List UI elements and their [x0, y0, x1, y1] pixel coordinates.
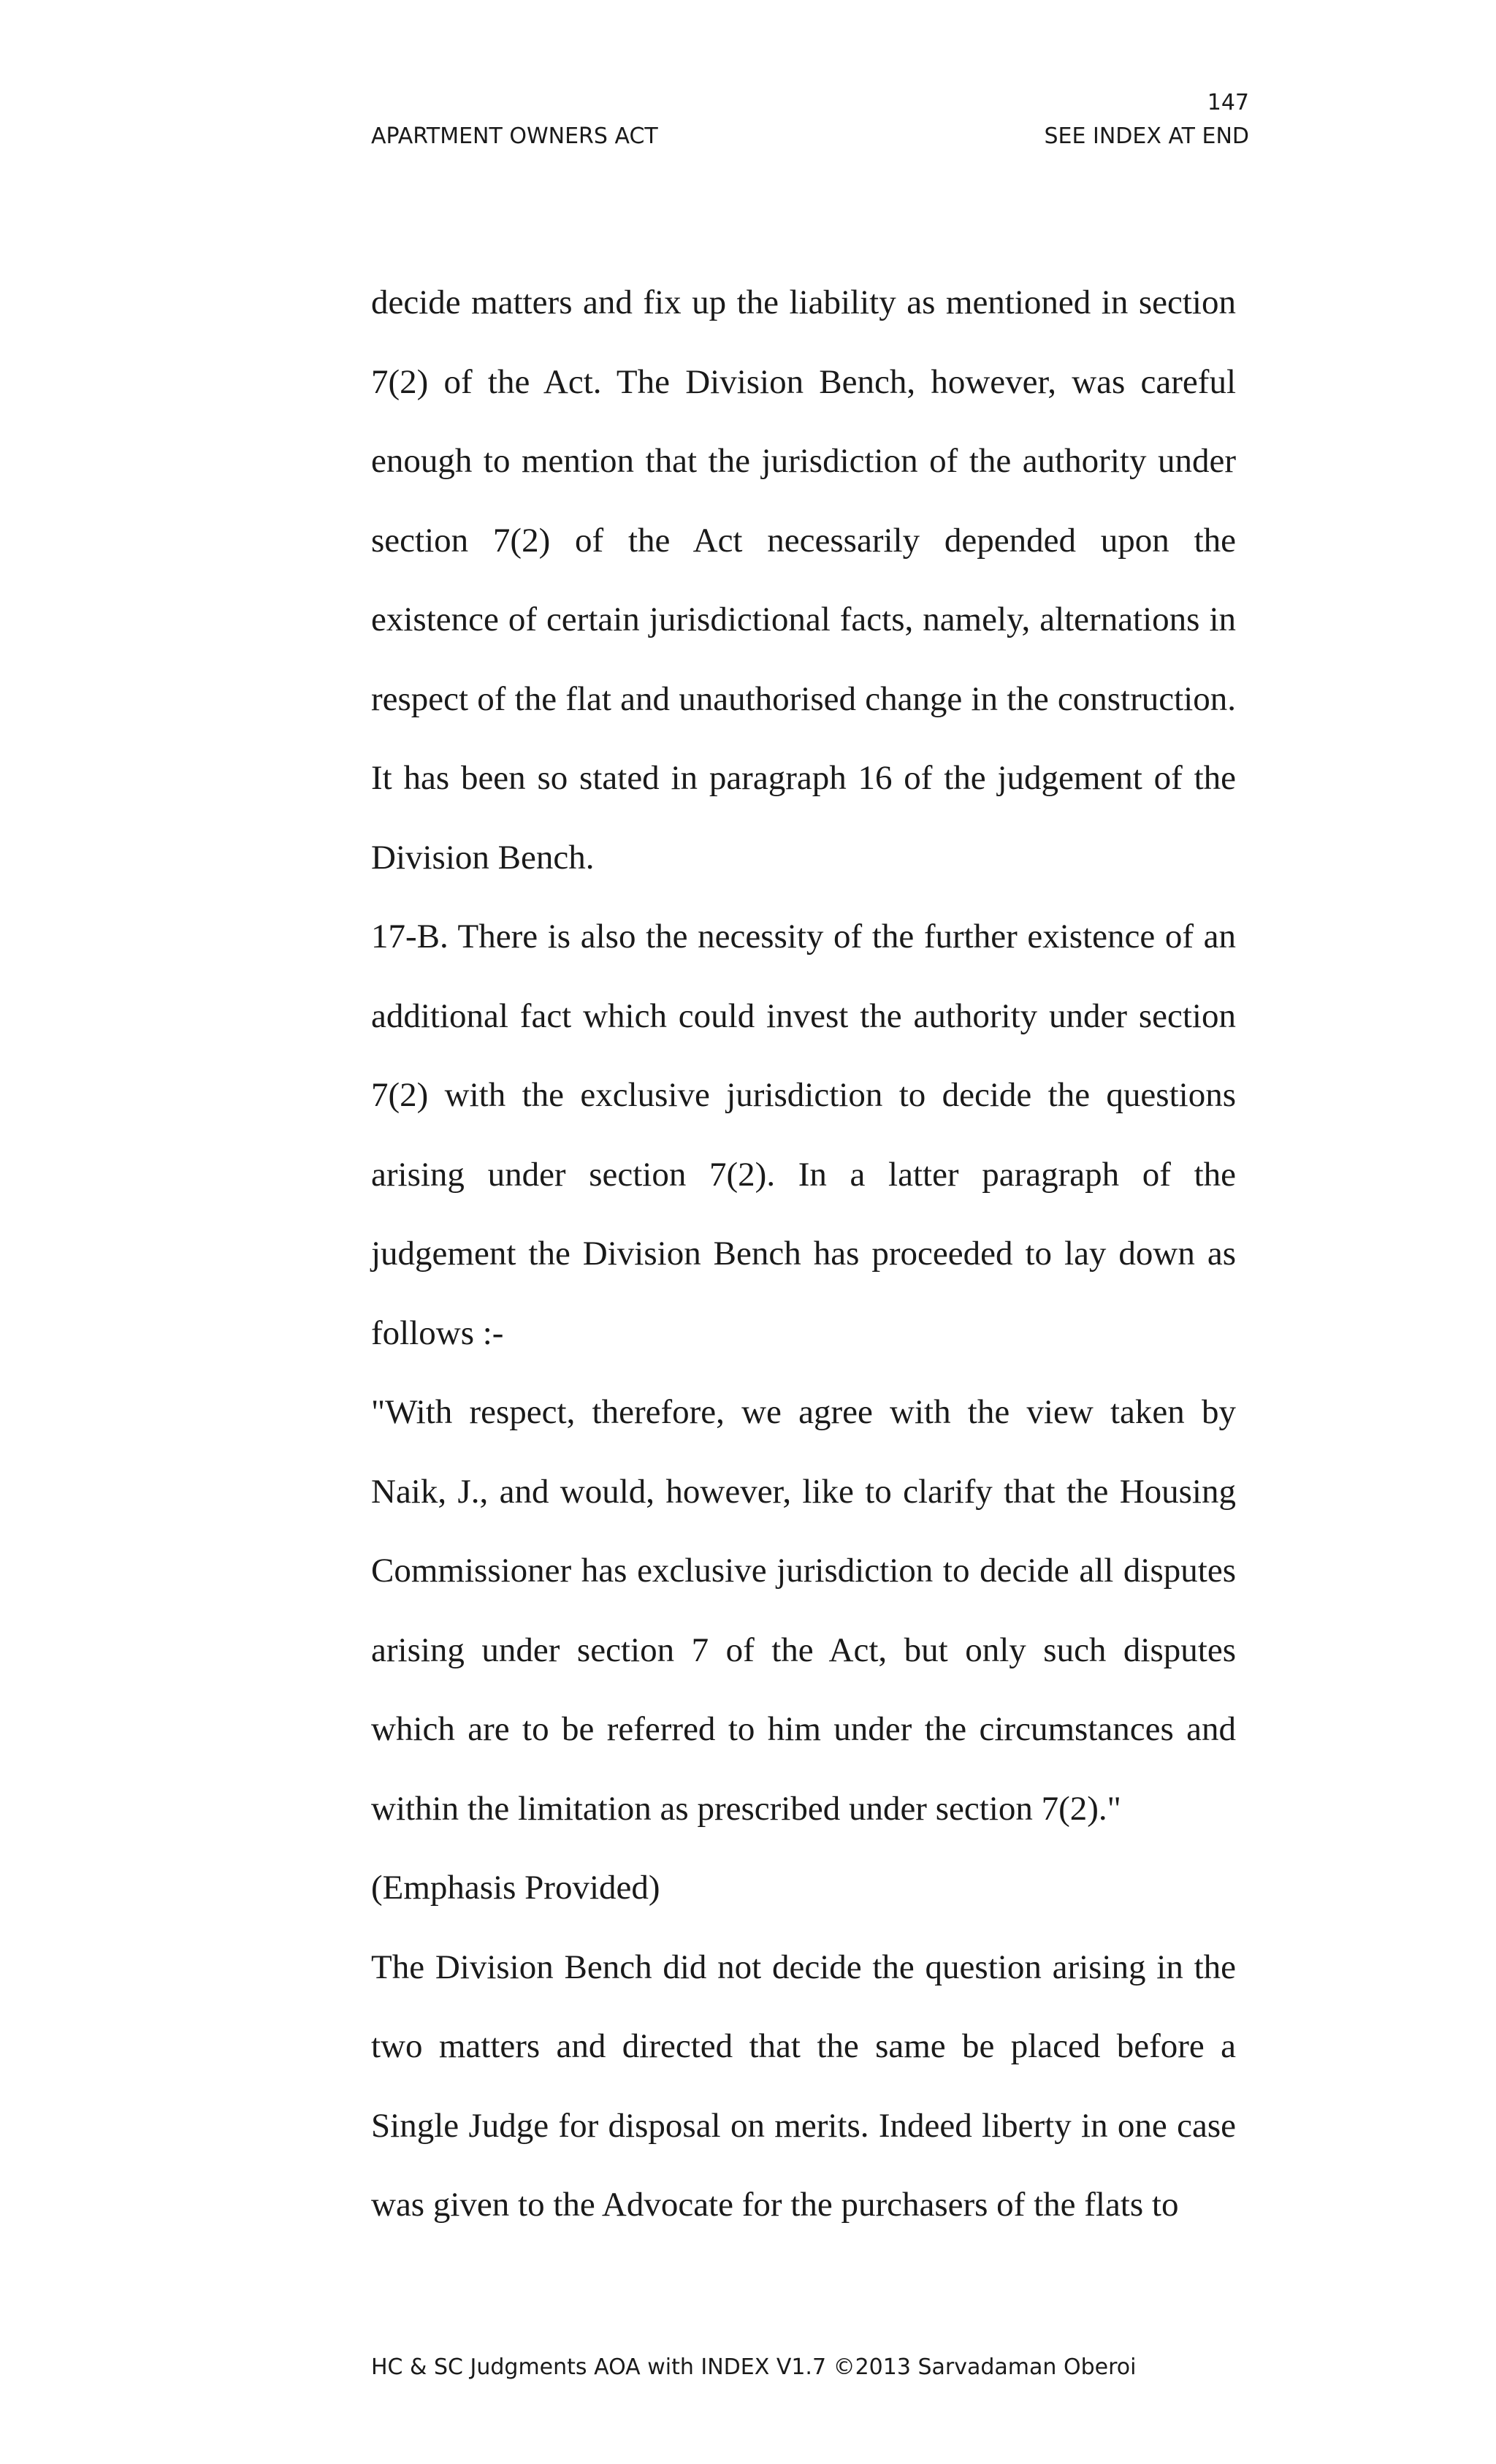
footer-text: HC & SC Judgments AOA with INDEX V1.7 ©2013 Sarvadaman Oberoi [371, 2354, 1137, 2380]
page-number: 147 [1207, 90, 1249, 115]
running-header-title: APARTMENT OWNERS ACT [371, 123, 658, 149]
body-paragraph: The Division Bench did not decide the question arising in the two matters and directed that the same be placed before a Single Judge for disposal on merits. Indeed liberty in one case was given to the Advocate for the purchasers of the flats to [371, 1948, 1236, 2224]
emphasis-note: (Emphasis Provided) [371, 1869, 660, 1907]
body-paragraph: decide matters and fix up the liability as mentioned in section 7(2) of the Act. The Division Bench, however, was careful enough to mention that the jurisdiction of the authority under section 7(2) of the Act necessarily depended upon the existence of certain jurisdictional facts, namely, alternations in respect of the flat and unauthorised change in the construction. It has been so stated in paragraph 16 of the judgement of the Division Bench. [371, 283, 1236, 877]
quoted-paragraph: "With respect, therefore, we agree with the view taken by Naik, J., and would, however, like to clarify that the Housing Commissioner has exclusive jurisdiction to decide all disputes arising under section 7 of the Act, but only such disputes which are to be referred to him under the circumstances and within the limitation as prescribed under section 7(2)." [371, 1393, 1236, 1828]
body-paragraph: 17-B. There is also the necessity of the further existence of an additional fact which could invest the authority under section 7(2) with the exclusive jurisdiction to decide the questions arising under section 7(2). In a latter paragraph of the judgement the Division Bench has proceeded to lay down as follows :- [371, 918, 1236, 1352]
running-header-index-note: SEE INDEX AT END [1044, 123, 1249, 149]
document-body [371, 263, 1236, 2245]
